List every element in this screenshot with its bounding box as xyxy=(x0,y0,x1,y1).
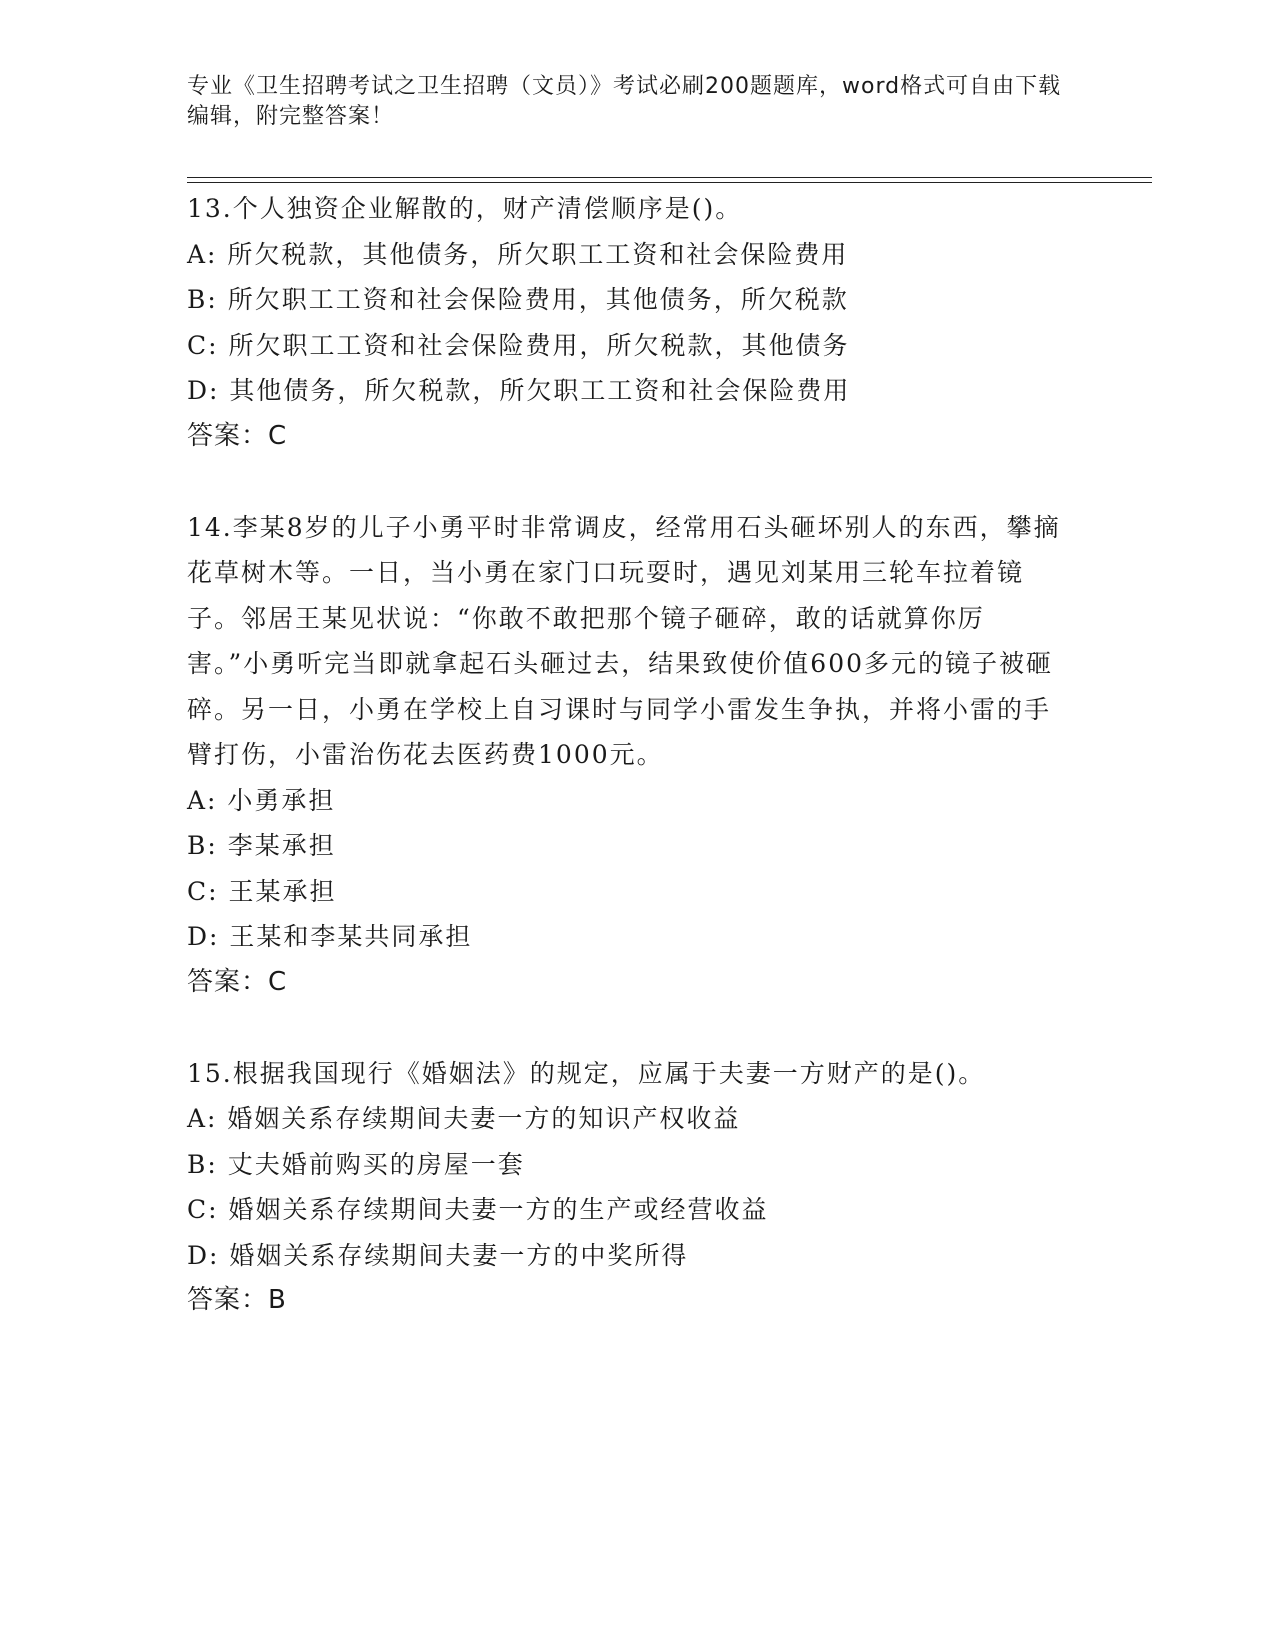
question-number: 14. xyxy=(187,512,233,542)
question-text: 根据我国现行《婚姻法》的规定，应属于夫妻一方财产的是()。 xyxy=(232,1058,986,1088)
answer-line: 答案：C xyxy=(187,966,288,997)
question-stem xyxy=(187,1051,1067,1097)
question-gap xyxy=(187,1005,1067,1051)
option-d: D: 其他债务，所欠税款，所欠职工工资和社会保险费用 xyxy=(187,376,851,405)
question-number: 15. xyxy=(187,1058,233,1088)
answer-line: 答案：B xyxy=(187,1285,287,1315)
question-14 xyxy=(187,505,1067,1006)
option-a: A: 所欠税款，其他债务，所欠职工工资和社会保险费用 xyxy=(187,239,849,269)
option-c: C: 王某承担 xyxy=(187,876,337,906)
option-b: B: 丈夫婚前购买的房屋一套 xyxy=(187,1149,525,1179)
option-b: B: 所欠职工工资和社会保险费用，其他债务，所欠税款 xyxy=(187,285,849,314)
header-divider-top xyxy=(187,177,1152,178)
document-header xyxy=(187,72,1067,132)
answer-line: 答案：C xyxy=(187,420,288,451)
question-text: 个人独资企业解散的，财产清偿顺序是()。 xyxy=(232,194,743,223)
question-list xyxy=(187,186,1067,1324)
option-c: C: 婚姻关系存续期间夫妻一方的生产或经营收益 xyxy=(187,1195,769,1224)
question-stem xyxy=(187,186,1067,232)
option-b: B: 李某承担 xyxy=(187,831,336,860)
option-d: D: 王某和李某共同承担 xyxy=(187,922,473,951)
question-13 xyxy=(187,186,1067,459)
option-d: D: 婚姻关系存续期间夫妻一方的中奖所得 xyxy=(187,1240,689,1270)
question-gap xyxy=(187,459,1067,505)
option-c: C: 所欠职工工资和社会保险费用，所欠税款，其他债务 xyxy=(187,330,850,360)
option-a: A: 小勇承担 xyxy=(187,785,336,815)
option-a: A: 婚姻关系存续期间夫妻一方的知识产权收益 xyxy=(187,1104,741,1133)
header-text: 专业《卫生招聘考试之卫生招聘（文员）》考试必刷200题题库，word格式可自由下载编辑，附完整答案！ xyxy=(187,74,1062,129)
question-stem xyxy=(187,505,1067,778)
question-text: 李某8岁的儿子小勇平时非常调皮，经常用石头砸坏别人的东西，攀摘花草树木等。一日，当小勇在家门口玩耍时，遇见刘某用三轮车拉着镜子。邻居王某见状说：“你敢不敢把那个镜子砸碎，敢的话就算你厉害。”小勇听完当即就拿起石头砸过去，结果致使价值600多元的镜子被砸碎。另一日，小勇在学校上自习课时与同学小雷发生争执，并将小雷的手臂打伤，小雷治伤花去医药费1000元。 xyxy=(187,512,1061,769)
question-number: 13. xyxy=(187,194,233,223)
header-divider-bottom xyxy=(187,182,1152,183)
question-15 xyxy=(187,1051,1067,1324)
